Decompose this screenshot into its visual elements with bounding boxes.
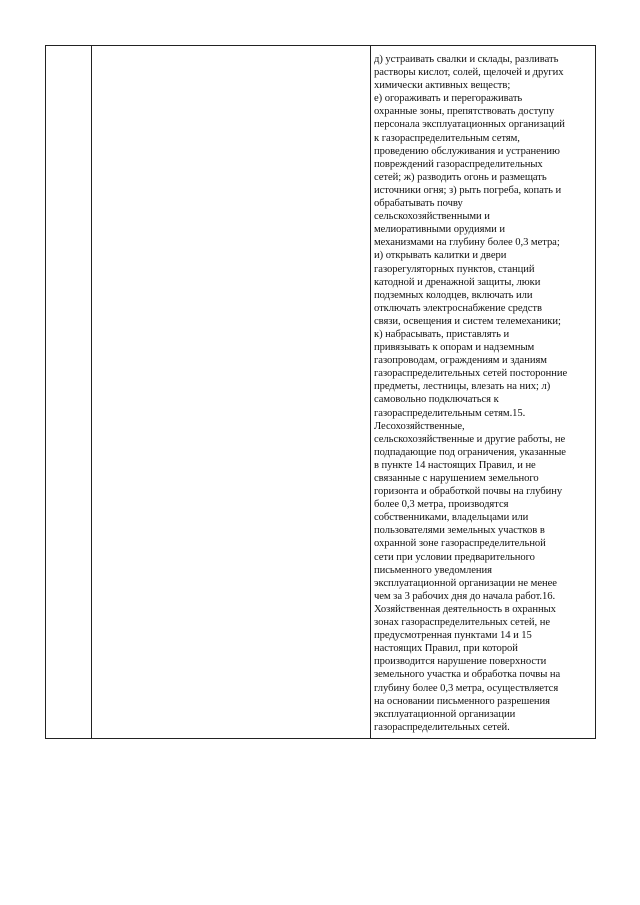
cell-number-text [46, 46, 91, 57]
table-cell-subject [92, 46, 371, 739]
cell-subject-text [92, 46, 370, 57]
document-table [45, 45, 596, 739]
table-cell-number [46, 46, 92, 739]
cell-content-text: д) устраивать свалки и склады, разливать растворы кислот, солей, щелочей и других химически активных веществ; е) огораживать и перегораживать охранные зоны, препятствовать доступу персонала эксплуатационных организаций к газораспределительным сетям, проведению обслуживания и устранению повреждений газораспределительных сетей; ж) разводить огонь и размещать источники огня; з) рыть погреба, копать и обрабатывать почву сельскохозяйственными и мелиоративными орудиями и механизмами на глубину более 0,3 метра; и) открывать калитки и двери газорегуляторных пунктов, станций катодной и дренажной защиты, люки подземных колодцев, включать или отключать электроснабжение средств связи, освещения и систем телемеханики; к) набрасывать, приставлять и привязывать к опорам и надземным газопроводам, ограждениям и зданиям газораспределительных сетей посторонние предметы, лестницы, влезать на них; л) самовольно подключаться к газораспределительным сетям.15. Лесохозяйственные, сельскохозяйственные и другие работы, не подпадающие под ограничения, указанные в пункте 14 настоящих Правил, и не связанные с нарушением земельного горизонта и обработкой почвы на глубину более 0,3 метра, производятся собственниками, владельцами или пользователями земельных участков в охранной зоне газораспределительной сети при условии предварительного письменного уведомления эксплуатационной организации не менее чем за 3 рабочих дня до начала работ.16. Хозяйственная деятельность в охранных зонах газораспределительных сетей, не предусмотренная пунктами 14 и 15 настоящих Правил, при которой производится нарушение поверхности земельного участка и обработка почвы на глубину более 0,3 метра, осуществляется на основании письменного разрешения эксплуатационной организации газораспределительных сетей. [374, 54, 568, 733]
table-cell-content [371, 46, 596, 739]
table-row [46, 46, 596, 739]
